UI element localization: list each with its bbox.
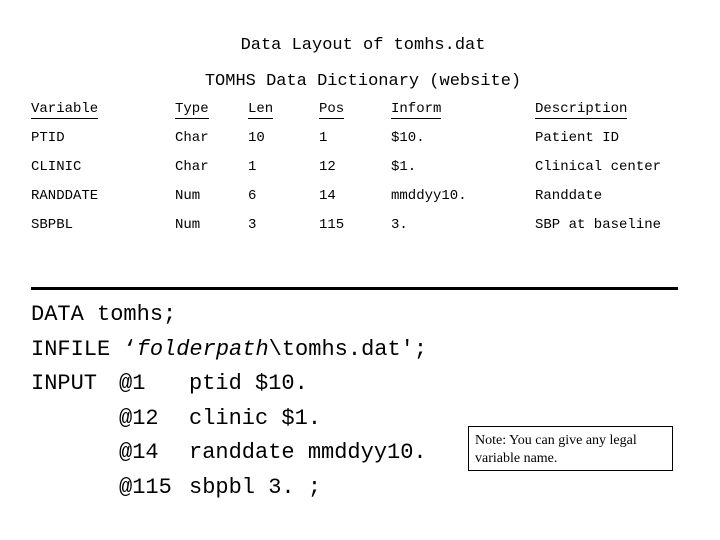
cell-type: Char <box>175 129 209 146</box>
table-row <box>31 123 685 152</box>
cell-description: Clinical center <box>535 158 662 175</box>
page-title: Data Layout of tomhs.dat <box>240 36 486 55</box>
input-pointer: @12 <box>119 405 159 431</box>
cell-description: Randdate <box>535 187 603 204</box>
code-line-input <box>31 436 427 471</box>
cell-variable: SBPBL <box>31 216 74 233</box>
cell-len: 1 <box>248 158 257 175</box>
table-row <box>31 210 685 239</box>
cell-pos: 1 <box>319 129 328 146</box>
header-len: Len <box>248 101 274 117</box>
cell-description: SBP at baseline <box>535 216 662 233</box>
header-inform: Inform <box>391 101 442 117</box>
section-divider <box>31 287 678 290</box>
cell-variable: CLINIC <box>31 158 82 175</box>
input-spec: randdate mmddyy10. <box>189 440 427 465</box>
table-row <box>31 181 685 210</box>
cell-type: Num <box>175 187 201 204</box>
cell-inform: $10. <box>391 129 425 146</box>
infile-rest: \tomhs.dat'; <box>268 336 428 362</box>
subtitle: TOMHS Data Dictionary (website) <box>204 72 522 91</box>
code-line-data: DATA tomhs; <box>31 302 177 327</box>
input-pointer: @14 <box>119 440 159 465</box>
header-variable: Variable <box>31 101 99 117</box>
code-line-input <box>31 402 427 437</box>
header-pos: Pos <box>319 101 345 117</box>
cell-pos: 115 <box>319 216 345 233</box>
cell-inform: 3. <box>391 216 408 233</box>
input-spec: ptid $10. <box>189 371 308 396</box>
code-line-input <box>31 471 427 506</box>
note-box: Note: You can give any legal variable name. <box>468 426 673 471</box>
header-type: Type <box>175 101 209 117</box>
input-pointer: @115 <box>119 474 172 500</box>
cell-type: Num <box>175 216 201 233</box>
input-keyword: INPUT <box>31 371 98 396</box>
cell-len: 6 <box>248 187 257 204</box>
input-spec: sbpbl 3. ; <box>189 474 322 500</box>
cell-inform: $1. <box>391 158 417 175</box>
input-spec: clinic $1. <box>189 405 322 431</box>
header-description: Description <box>535 101 628 117</box>
cell-variable: PTID <box>31 129 65 146</box>
table-row <box>31 152 685 181</box>
infile-keyword: INFILE <box>31 336 124 362</box>
cell-pos: 14 <box>319 187 336 204</box>
infile-path-placeholder: folderpath <box>136 336 269 362</box>
cell-variable: RANDDATE <box>31 187 99 204</box>
table-header-row <box>31 101 685 123</box>
code-line-input <box>31 367 427 402</box>
cell-len: 10 <box>248 129 265 146</box>
input-pointer: @1 <box>119 371 146 396</box>
data-dictionary-table <box>31 101 685 239</box>
cell-type: Char <box>175 158 209 175</box>
cell-len: 3 <box>248 216 257 233</box>
cell-description: Patient ID <box>535 129 620 146</box>
code-line-infile <box>31 333 427 368</box>
infile-quote: ‘ <box>123 336 137 362</box>
cell-inform: mmddyy10. <box>391 187 467 204</box>
sas-code-block <box>31 298 427 505</box>
cell-pos: 12 <box>319 158 336 175</box>
